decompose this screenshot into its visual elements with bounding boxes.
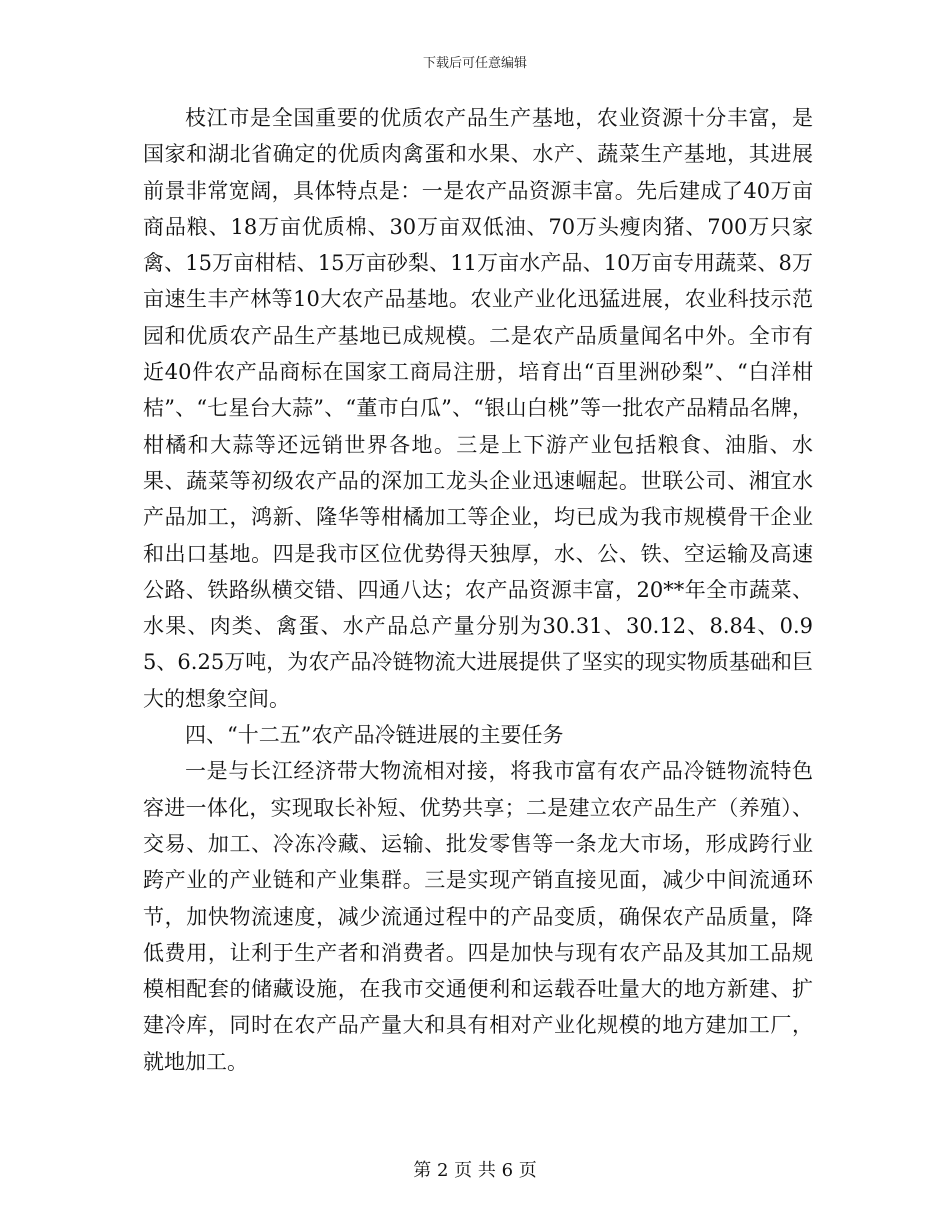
paragraph-advantages: 枝江市是全国重要的优质农产品生产基地，农业资源十分丰富，是国家和湖北省确定的优质肉禽蛋和水果、水产、蔬菜生产基地，其进展前景非常宽阔，具体特点是：一是农产品资源丰富。先后建成了40万亩商品粮、18万亩优质棉、30万亩双低油、70万头瘦肉猪、700万只家禽、15万亩柑桔、15万亩砂梨、11万亩水产品、10万亩专用蔬菜、8万亩速生丰产林等10大农产品基地。农业产业化迅猛进展，农业科技示范园和优质农产品生产基地已成规模。二是农产品质量闻名中外。全市有近40件农产品商标在国家工商局注册，培育出“百里洲砂梨”、“白洋柑桔”、“七星台大蒜”、“董市白瓜”、“银山白桃”等一批农产品精品名牌，柑橘和大蒜等还远销世界各地。三是上下游产业包括粮食、油脂、水果、蔬菜等初级农产品的深加工龙头企业迅速崛起。世联公司、湘宜水产品加工，鸿新、隆华等柑橘加工等企业，均已成为我市规模骨干企业和出口基地。四是我市区位优势得天独厚，水、公、铁、空运输及高速公路、铁路纵横交错、四通八达；农产品资源丰富，20**年全市蔬菜、水果、肉类、禽蛋、水产品总产量分别为30.31、30.12、8.84、0.95、6.25万吨，为农产品冷链物流大进展提供了坚实的现实物质基础和巨大的想象空间。 (143, 106, 813, 711)
page-header: 下载后可任意编辑 (422, 56, 527, 71)
paragraph-tasks: 一是与长江经济带大物流相对接，将我市富有农产品冷链物流特色容进一体化，实现取长补短、优势共享；二是建立农产品生产（养殖）、交易、加工、冷冻冷藏、运输、批发零售等一条龙大市场，形成跨行业跨产业的产业链和产业集群。三是实现产销直接见面，减少中间流通环节，加快物流速度，减少流通过程中的产品变质，确保农产品质量，降低费用，让利于生产者和消费者。四是加快与现有农产品及其加工品规模相配套的储藏设施，在我市交通便利和运载吞吐量大的地方新建、扩建冷库，同时在农产品产量大和具有相对产业化规模的地方建加工厂，就地加工。 (143, 759, 813, 1074)
section-heading: 四、“十二五”农产品冷链进展的主要任务 (185, 723, 564, 748)
document-body (143, 100, 813, 1080)
page-number: 第 2 页 共 6 页 (413, 1160, 537, 1181)
